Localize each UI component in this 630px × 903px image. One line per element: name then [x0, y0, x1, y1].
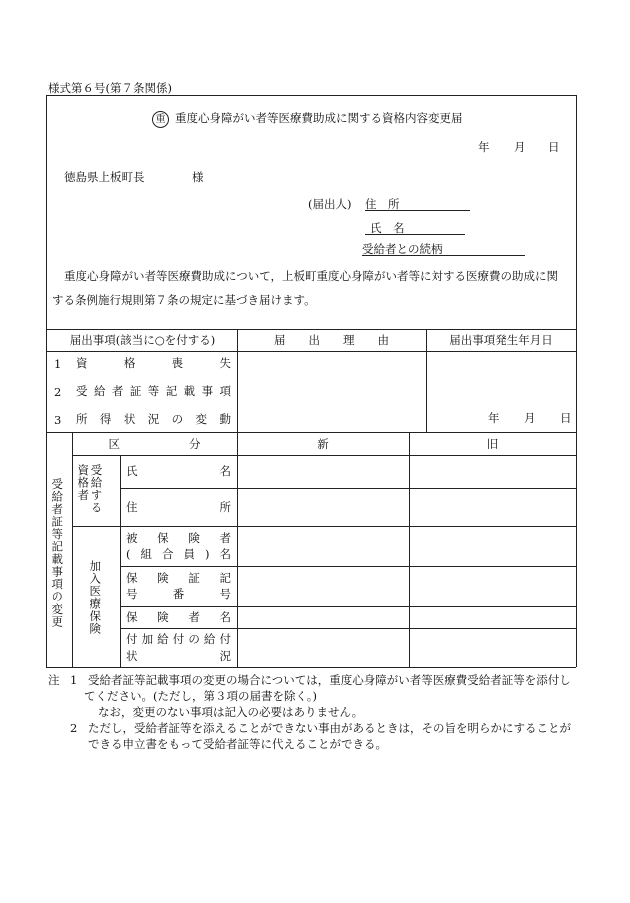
applicant-label: (届出人) [308, 197, 352, 211]
date-month: 月 [514, 140, 526, 154]
group1-label: 受給する資格者 [76, 464, 104, 514]
body-line-1: 重度心身障がい者等医療費助成について，上板町重度心身障がい者等に対する医療費の助成に関 [64, 269, 559, 283]
name-underline [365, 234, 465, 235]
occurrence-day: 日 [560, 411, 572, 425]
row-address: 住 所 [126, 500, 231, 514]
col-old: 旧 [486, 436, 499, 451]
row-name: 氏 名 [126, 464, 231, 478]
note-2-num: 2 [70, 721, 78, 735]
note-2-line-1: ただし，受給者証等を添えることができない事由があるときは，その旨を明らかにすることが [88, 721, 571, 735]
title-mark: 重 [152, 111, 169, 128]
relation-label: 受給者との続柄 [362, 242, 443, 256]
body-line-2: する条例施行規則第７条の規定に基づき届けます。 [52, 293, 316, 307]
row-cert-2: 号 番 号 [126, 587, 231, 601]
note-1-num: 1 [70, 673, 78, 687]
group2-label: 加入医療保険 [88, 560, 103, 635]
honorific: 様 [192, 170, 204, 184]
col-new: 新 [317, 436, 329, 451]
row-insurer: 保 険 者 名 [126, 610, 231, 624]
relation-underline [362, 255, 525, 256]
note-1-line-3: なお，変更のない事項は記入の必要はありません。 [98, 705, 364, 719]
date-day: 日 [548, 140, 560, 154]
form-title [152, 110, 463, 128]
header-item: 届出事項(該当に○を付する) [69, 333, 216, 347]
note-1-line-1: 受給者証等記載事項の変更の場合については，重度心身障がい者等医療費受給者証等を添付し [88, 673, 571, 687]
item-2-label: 受 給 者 証 等 記 載 事 項 [76, 384, 231, 398]
form-number: 様式第６号(第７条関係) [48, 81, 172, 95]
row-cert-1: 保 険 証 記 [126, 571, 231, 585]
row-benefit-1: 付 加 給 付 の 給 付 [126, 632, 231, 646]
occurrence-month: 月 [524, 411, 536, 425]
item-3-label: 所 得 状 況 の 変 動 [76, 412, 231, 426]
date-year: 年 [478, 140, 490, 154]
name-label: 氏 名 [370, 221, 405, 235]
header-date: 届出事項発生年月日 [449, 333, 553, 347]
address-label: 住 所 [365, 197, 400, 211]
item-1-num: 1 [54, 357, 62, 371]
item-1-label: 資 格 喪 失 [76, 356, 231, 370]
col-kubun: 区 分 [108, 436, 201, 451]
row-insured-2: ( 組 合 員 ) 名 [126, 547, 231, 561]
item-3-num: 3 [54, 413, 62, 427]
note-1-line-2: てください。(ただし，第３項の届書を除く。) [84, 689, 317, 703]
title-text: 重度心身障がい者等医療費助成に関する資格内容変更届 [175, 111, 463, 125]
row-insured-1: 被 保 険 者 [126, 531, 231, 545]
header-reason: 届 出 理 由 [274, 333, 389, 347]
note-2-line-2: できる申立書をもって受給者証等に代えることができる。 [88, 737, 387, 751]
occurrence-year: 年 [488, 411, 500, 425]
notes-prefix: 注 [48, 673, 60, 687]
address-underline [365, 210, 470, 211]
item-2-num: 2 [54, 385, 62, 399]
row-benefit-2: 状 況 [126, 649, 231, 663]
changes-side-label: 受給者証等記載事項の変更 [50, 478, 65, 628]
addressee: 徳島県上板町長 [64, 170, 145, 184]
